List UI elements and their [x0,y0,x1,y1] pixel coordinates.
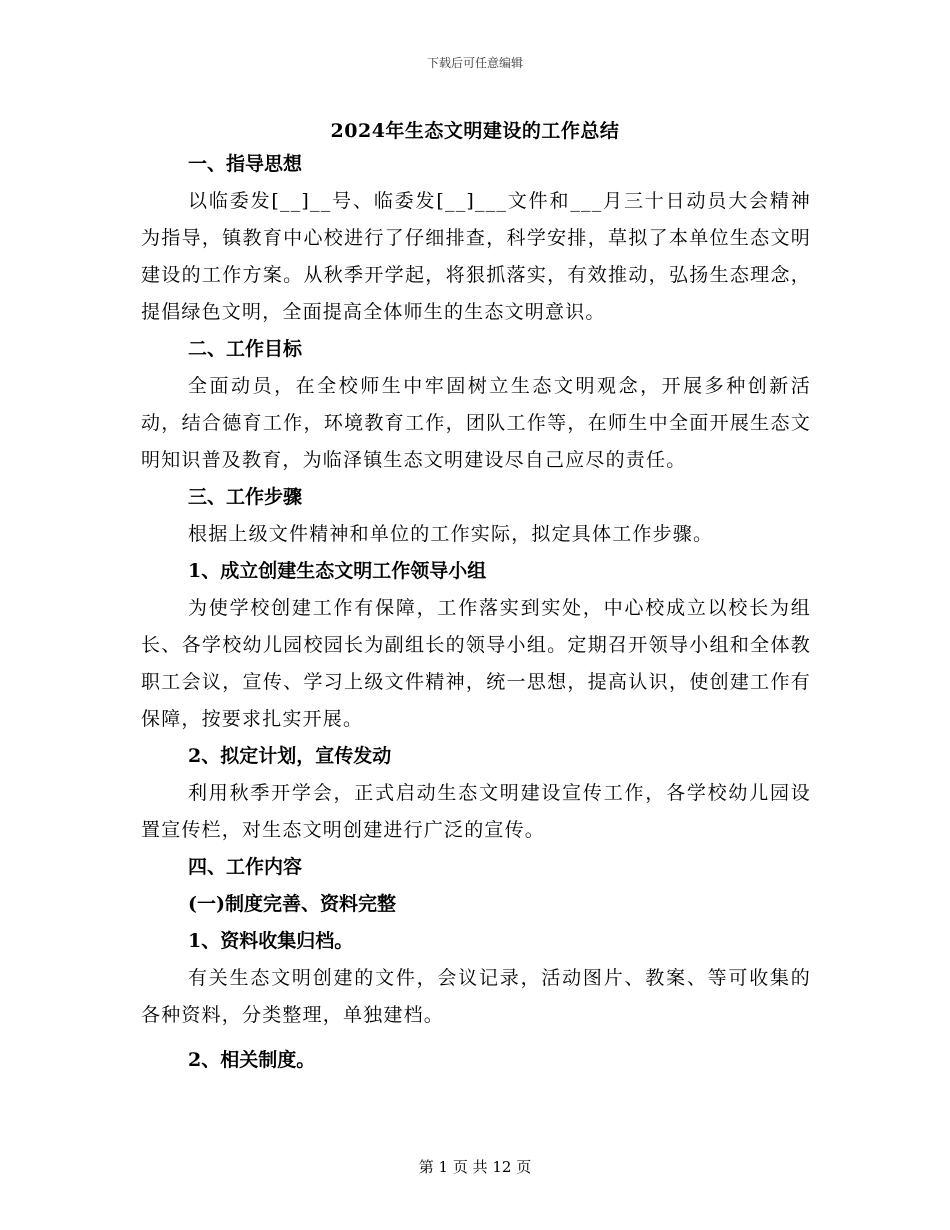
document-title: 2024年生态文明建设的工作总结 [330,120,620,142]
paragraph-guiding-ideology: 以临委发[__]__号、临委发[__]___文件和___月三十日动员大会精神为指导，镇教育中心校进行了仔细排查，科学安排，草拟了本单位生态文明建设的工作方案。从秋季开学起，将狠抓落实，有效推动，弘扬生态理念，提倡绿色文明，全面提高全体师生的生态文明意识。 [141,190,811,323]
page-number-footer: 第 1 页 共 12 页 [418,1158,532,1176]
heading-leading-group: 1、成立创建生态文明工作领导小组 [188,560,487,582]
paragraph-work-goals: 全面动员，在全校师生中牢固树立生态文明观念，开展多种创新活动，结合德育工作，环境教育工作，团队工作等，在师生中全面开展生态文明知识普及教育，为临泽镇生态文明建设尽自己应尽的责任。 [141,375,811,471]
heading-guiding-ideology: 一、指导思想 [188,153,303,175]
paragraph-work-steps: 根据上级文件精神和单位的工作实际，拟定具体工作步骤。 [188,523,714,545]
heading-work-content: 四、工作内容 [188,856,303,878]
paragraph-leading-group: 为使学校创建工作有保障，工作落实到实处，中心校成立以校长为组长、各学校幼儿园校园长为副组长的领导小组。定期召开领导小组和全体教职工会议，宣传、学习上级文件精神，统一思想，提高认识，使创建工作有保障，按要求扎实开展。 [141,597,811,730]
header-note: 下载后可任意编辑 [426,56,523,70]
paragraph-data-archiving: 有关生态文明创建的文件，会议记录，活动图片、教案、等可收集的各种资料，分类整理，单独建档。 [141,967,811,1026]
heading-related-systems: 2、相关制度。 [188,1049,316,1071]
heading-data-archiving: 1、资料收集归档。 [188,930,354,952]
heading-system-improvement: (一)制度完善、资料完整 [188,893,396,915]
paragraph-plan-publicity: 利用秋季开学会，正式启动生态文明建设宣传工作，各学校幼儿园设置宣传栏，对生态文明创建进行广泛的宣传。 [141,782,811,841]
heading-work-goals: 二、工作目标 [188,338,303,360]
heading-work-steps: 三、工作步骤 [188,486,303,508]
document-body [141,146,811,1079]
heading-plan-publicity: 2、拟定计划，宣传发动 [188,745,392,767]
